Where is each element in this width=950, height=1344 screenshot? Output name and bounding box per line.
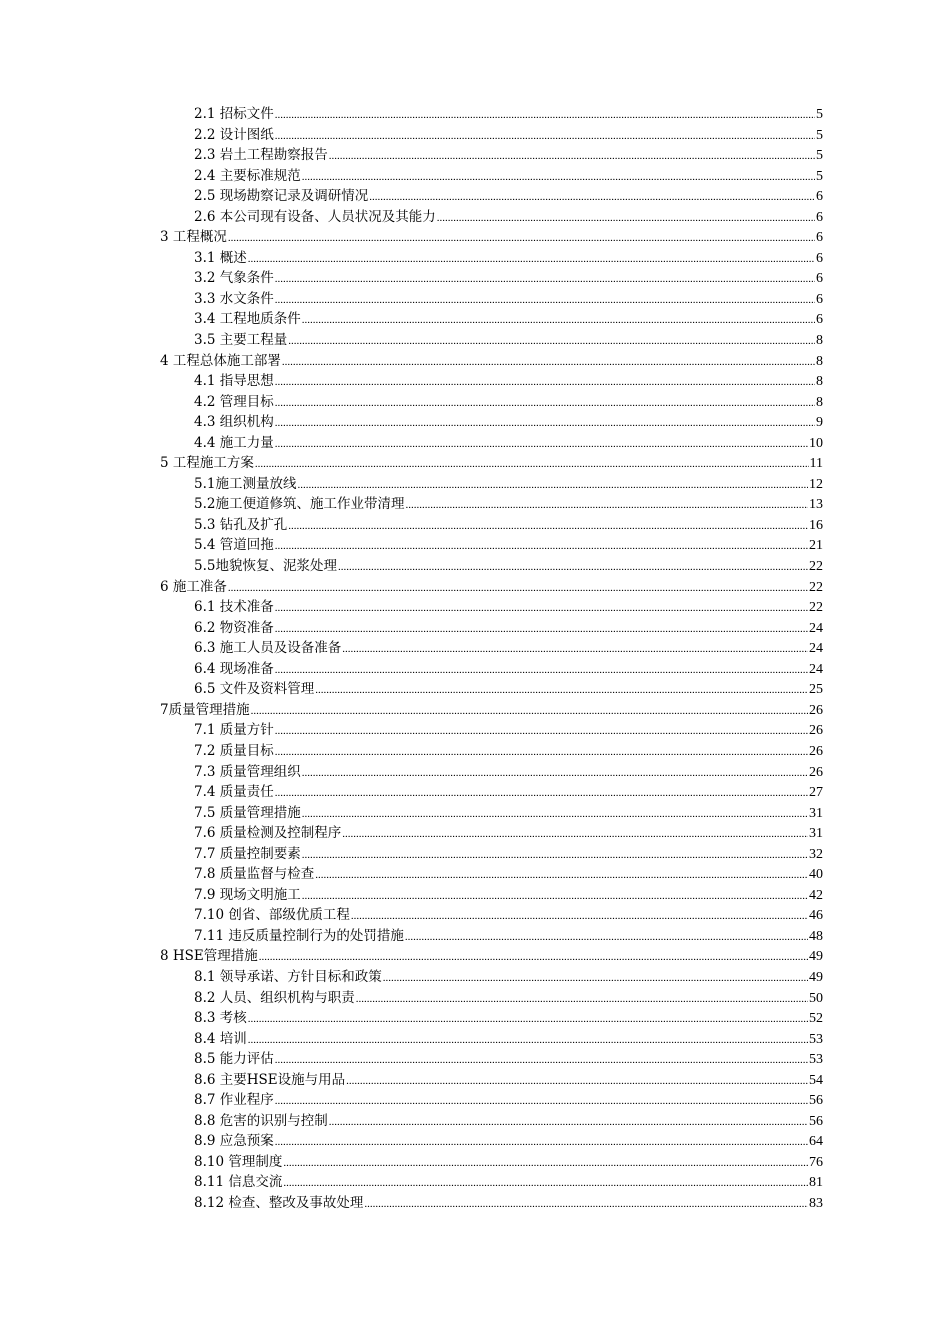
toc-entry-title[interactable]: 5.2施工便道修筑、施工作业带清理 <box>194 496 405 513</box>
toc-entry-page-number[interactable]: 24 <box>809 661 823 677</box>
toc-entry[interactable] <box>160 946 823 967</box>
toc-entry-page-number[interactable]: 76 <box>809 1154 823 1170</box>
toc-entry-title[interactable]: 5.5地貌恢复、泥浆处理 <box>194 558 337 575</box>
toc-entry-title[interactable]: 7.7 质量控制要素 <box>194 845 301 862</box>
toc-dot-leader <box>275 536 808 557</box>
toc-dot-leader <box>282 352 815 373</box>
toc-entry-page-number[interactable]: 16 <box>809 517 823 533</box>
toc-entry[interactable] <box>160 145 823 166</box>
toc-entry[interactable] <box>160 268 823 289</box>
toc-dot-leader <box>369 187 815 208</box>
toc-entry[interactable] <box>160 1008 823 1029</box>
toc-entry-title[interactable]: 8.4 培训 <box>194 1030 247 1047</box>
toc-entry[interactable] <box>160 453 823 474</box>
toc-entry[interactable] <box>160 248 823 269</box>
toc-entry[interactable] <box>160 1193 823 1214</box>
toc-entry-title[interactable]: 5.3 钻孔及扩孔 <box>194 516 288 533</box>
toc-entry-page-number[interactable]: 11 <box>809 456 823 472</box>
toc-entry-title[interactable]: 6.2 物资准备 <box>194 619 274 636</box>
toc-entry-page-number[interactable]: 31 <box>809 826 823 842</box>
toc-entry[interactable] <box>160 926 823 947</box>
toc-dot-leader <box>275 126 815 147</box>
toc-dot-leader <box>315 680 808 701</box>
toc-entry-title[interactable]: 8.7 作业程序 <box>194 1092 274 1109</box>
toc-dot-leader <box>283 1173 808 1194</box>
toc-entry[interactable] <box>160 1152 823 1173</box>
toc-entry-page-number[interactable]: 6 <box>816 291 823 307</box>
toc-dot-leader <box>288 331 815 352</box>
toc-entry-page-number[interactable]: 49 <box>809 949 823 965</box>
toc-dot-leader <box>275 742 808 763</box>
toc-entry[interactable] <box>160 720 823 741</box>
toc-entry-page-number[interactable]: 22 <box>809 600 823 616</box>
toc-entry-page-number[interactable]: 5 <box>816 168 823 184</box>
toc-dot-leader <box>275 1132 808 1153</box>
toc-dot-leader <box>329 146 815 167</box>
toc-entry[interactable] <box>160 392 823 413</box>
toc-entry-title[interactable]: 2.5 现场勘察记录及调研情况 <box>194 188 369 205</box>
toc-dot-leader <box>437 208 815 229</box>
toc-dot-leader <box>302 804 808 825</box>
toc-dot-leader <box>364 1194 808 1215</box>
toc-entry-page-number[interactable]: 25 <box>809 682 823 698</box>
toc-entry-page-number[interactable]: 42 <box>809 887 823 903</box>
toc-entry[interactable] <box>160 1172 823 1193</box>
toc-entry-title[interactable]: 6.5 文件及资料管理 <box>194 681 315 698</box>
toc-dot-leader <box>248 1009 808 1030</box>
toc-entry-page-number[interactable]: 53 <box>809 1031 823 1047</box>
toc-entry[interactable] <box>160 577 823 598</box>
toc-dot-leader <box>302 763 808 784</box>
toc-entry-page-number[interactable]: 21 <box>809 538 823 554</box>
toc-entry[interactable] <box>160 803 823 824</box>
toc-entry[interactable] <box>160 556 823 577</box>
toc-entry-page-number[interactable]: 24 <box>809 620 823 636</box>
toc-entry-title[interactable]: 7.8 质量监督与检查 <box>194 866 315 883</box>
toc-entry-page-number[interactable]: 6 <box>816 312 823 328</box>
toc-entry-page-number[interactable]: 31 <box>809 805 823 821</box>
toc-entry[interactable] <box>160 227 823 248</box>
toc-entry-page-number[interactable]: 22 <box>809 559 823 575</box>
toc-entry[interactable] <box>160 186 823 207</box>
toc-entry[interactable] <box>160 1090 823 1111</box>
toc-entry-title[interactable]: 8.3 考核 <box>194 1010 247 1027</box>
toc-dot-leader <box>302 886 808 907</box>
toc-entry[interactable] <box>160 494 823 515</box>
toc-entry[interactable] <box>160 1049 823 1070</box>
toc-dot-leader <box>356 989 808 1010</box>
toc-entry-title[interactable]: 7.11 违反质量控制行为的处罚措施 <box>194 927 404 944</box>
toc-entry[interactable] <box>160 104 823 125</box>
toc-entry-title[interactable]: 6.4 现场准备 <box>194 660 274 677</box>
toc-entry-page-number[interactable]: 26 <box>809 702 823 718</box>
toc-entry-title[interactable]: 7.6 质量检测及控制程序 <box>194 825 342 842</box>
toc-entry-title[interactable]: 8.5 能力评估 <box>194 1051 274 1068</box>
toc-entry[interactable] <box>160 289 823 310</box>
toc-entry-title[interactable]: 3.3 水文条件 <box>194 290 274 307</box>
toc-entry-page-number[interactable]: 8 <box>816 394 823 410</box>
toc-dot-leader <box>275 598 808 619</box>
toc-entry-title[interactable]: 7.1 质量方针 <box>194 722 274 739</box>
toc-entry[interactable] <box>160 618 823 639</box>
toc-entry-page-number[interactable]: 49 <box>809 969 823 985</box>
toc-entry-page-number[interactable]: 83 <box>809 1195 823 1211</box>
toc-entry[interactable] <box>160 659 823 680</box>
toc-entry-title[interactable]: 3 工程概况 <box>160 229 227 246</box>
toc-dot-leader <box>275 783 808 804</box>
toc-entry-page-number[interactable]: 50 <box>809 990 823 1006</box>
toc-entry[interactable] <box>160 844 823 865</box>
toc-entry-title[interactable]: 2.2 设计图纸 <box>194 126 274 143</box>
toc-entry-title[interactable]: 3.1 概述 <box>194 249 247 266</box>
toc-entry[interactable] <box>160 207 823 228</box>
toc-entry-page-number[interactable]: 26 <box>809 743 823 759</box>
toc-entry[interactable] <box>160 782 823 803</box>
toc-dot-leader <box>248 249 815 270</box>
toc-entry-page-number[interactable]: 26 <box>809 723 823 739</box>
toc-entry-page-number[interactable]: 48 <box>809 928 823 944</box>
toc-entry[interactable] <box>160 309 823 330</box>
toc-entry-page-number[interactable]: 5 <box>816 127 823 143</box>
toc-dot-leader <box>342 824 808 845</box>
toc-entry[interactable] <box>160 823 823 844</box>
toc-entry[interactable] <box>160 1029 823 1050</box>
toc-entry[interactable] <box>160 433 823 454</box>
toc-dot-leader <box>275 105 815 126</box>
toc-entry-title[interactable]: 8.12 检查、整改及事故处理 <box>194 1194 364 1211</box>
toc-dot-leader <box>302 167 815 188</box>
toc-entry-page-number[interactable]: 6 <box>816 271 823 287</box>
toc-dot-leader <box>275 1050 808 1071</box>
toc-entry-title[interactable]: 2.6 本公司现有设备、人员状况及其能力 <box>194 208 436 225</box>
toc-entry[interactable] <box>160 515 823 536</box>
toc-entry-title[interactable]: 6.3 施工人员及设备准备 <box>194 640 342 657</box>
toc-dot-leader <box>346 1071 808 1092</box>
toc-entry-title[interactable]: 8.2 人员、组织机构与职责 <box>194 989 355 1006</box>
toc-entry-page-number[interactable]: 12 <box>809 476 823 492</box>
toc-dot-leader <box>338 557 808 578</box>
toc-entry-page-number[interactable]: 9 <box>816 415 823 431</box>
toc-entry-title[interactable]: 5.1施工测量放线 <box>194 475 297 492</box>
toc-entry[interactable] <box>160 166 823 187</box>
toc-entry-title[interactable]: 7.10 创省、部级优质工程 <box>194 907 350 924</box>
toc-entry[interactable] <box>160 762 823 783</box>
toc-dot-leader <box>329 1112 808 1133</box>
toc-entry-page-number[interactable]: 32 <box>809 846 823 862</box>
toc-entry-title[interactable]: 7.9 现场文明施工 <box>194 886 301 903</box>
toc-entry[interactable] <box>160 597 823 618</box>
toc-entry[interactable] <box>160 700 823 721</box>
toc-dot-leader <box>288 516 808 537</box>
toc-entry-title[interactable]: 7.4 质量责任 <box>194 784 274 801</box>
toc-entry-title[interactable]: 4.3 组织机构 <box>194 414 274 431</box>
toc-entry[interactable] <box>160 638 823 659</box>
toc-entry-page-number[interactable]: 6 <box>816 189 823 205</box>
toc-entry[interactable] <box>160 535 823 556</box>
toc-dot-leader <box>275 1091 808 1112</box>
toc-entry-page-number[interactable]: 6 <box>816 209 823 225</box>
toc-entry-page-number[interactable]: 6 <box>816 250 823 266</box>
toc-entry-title[interactable]: 2.3 岩土工程勘察报告 <box>194 147 328 164</box>
toc-entry-page-number[interactable]: 81 <box>809 1175 823 1191</box>
toc-entry-title[interactable]: 2.1 招标文件 <box>194 106 274 122</box>
toc-entry[interactable] <box>160 988 823 1009</box>
toc-dot-leader <box>228 578 808 599</box>
toc-dot-leader <box>283 1153 808 1174</box>
toc-entry[interactable] <box>160 864 823 885</box>
toc-dot-leader <box>228 228 815 249</box>
toc-dot-leader <box>351 906 808 927</box>
toc-dot-leader <box>275 290 815 311</box>
toc-dot-leader <box>275 434 808 455</box>
toc-dot-leader <box>297 475 808 496</box>
toc-entry-title[interactable]: 8.6 主要HSE设施与用品 <box>194 1071 346 1088</box>
toc-entry-title[interactable]: 6.1 技术准备 <box>194 599 274 616</box>
toc-entry-page-number[interactable]: 5 <box>816 148 823 164</box>
toc-dot-leader <box>259 947 808 968</box>
toc-entry[interactable] <box>160 741 823 762</box>
toc-dot-leader <box>342 639 808 660</box>
toc-entry[interactable] <box>160 967 823 988</box>
toc-entry-title[interactable]: 4.2 管理目标 <box>194 393 274 410</box>
toc-entry-page-number[interactable]: 40 <box>809 867 823 883</box>
toc-dot-leader <box>405 495 808 516</box>
toc-dot-leader <box>302 310 815 331</box>
toc-entry-page-number[interactable]: 26 <box>809 764 823 780</box>
toc-dot-leader <box>383 968 808 989</box>
toc-entry-title[interactable]: 4 工程总体施工部署 <box>160 352 281 369</box>
toc-entry-page-number[interactable]: 6 <box>816 230 823 246</box>
toc-entry-title[interactable]: 3.4 工程地质条件 <box>194 311 301 328</box>
toc-entry[interactable] <box>160 474 823 495</box>
toc-entry[interactable] <box>160 1070 823 1091</box>
toc-entry-title[interactable]: 8 HSE管理措施 <box>160 948 258 965</box>
toc-entry-title[interactable]: 4.1 指导思想 <box>194 373 274 390</box>
toc-entry[interactable] <box>160 679 823 700</box>
toc-entry-title[interactable]: 2.4 主要标准规范 <box>194 167 301 184</box>
toc-entry-title[interactable]: 6 施工准备 <box>160 578 227 595</box>
toc-entry-title[interactable]: 8.11 信息交流 <box>194 1174 283 1191</box>
toc-entry-page-number[interactable]: 54 <box>809 1072 823 1088</box>
toc-entry-page-number[interactable]: 64 <box>809 1134 823 1150</box>
toc-entry-page-number[interactable]: 13 <box>809 497 823 513</box>
toc-entry[interactable] <box>160 885 823 906</box>
toc-entry-title[interactable]: 5.4 管道回拖 <box>194 537 274 554</box>
toc-entry-title[interactable]: 5 工程施工方案 <box>160 455 254 472</box>
toc-entry-title[interactable]: 7.5 质量管理措施 <box>194 804 301 821</box>
toc-entry-page-number[interactable]: 24 <box>809 641 823 657</box>
toc-dot-leader <box>315 865 808 886</box>
toc-entry[interactable] <box>160 905 823 926</box>
toc-dot-leader <box>275 269 815 290</box>
toc-entry-title[interactable]: 4.4 施工力量 <box>194 434 274 451</box>
toc-entry-page-number[interactable]: 5 <box>816 107 823 122</box>
toc-entry-page-number[interactable]: 53 <box>809 1052 823 1068</box>
toc-entry[interactable] <box>160 1131 823 1152</box>
toc-entry-title[interactable]: 7.2 质量目标 <box>194 742 274 759</box>
toc-dot-leader <box>275 393 815 414</box>
toc-entry-page-number[interactable]: 52 <box>809 1011 823 1027</box>
table-of-contents <box>160 104 823 1214</box>
toc-dot-leader <box>275 372 815 393</box>
toc-entry-title[interactable]: 7.3 质量管理组织 <box>194 763 301 780</box>
toc-dot-leader <box>248 1030 808 1051</box>
toc-entry[interactable] <box>160 371 823 392</box>
toc-dot-leader <box>302 845 808 866</box>
toc-entry-title[interactable]: 8.8 危害的识别与控制 <box>194 1112 328 1129</box>
toc-entry[interactable] <box>160 330 823 351</box>
toc-entry[interactable] <box>160 1111 823 1132</box>
toc-entry-title[interactable]: 3.5 主要工程量 <box>194 332 288 349</box>
toc-entry-title[interactable]: 7质量管理措施 <box>160 701 250 718</box>
toc-dot-leader <box>275 413 815 434</box>
toc-dot-leader <box>275 721 808 742</box>
toc-dot-leader <box>255 454 809 475</box>
toc-entry[interactable] <box>160 412 823 433</box>
toc-entry-page-number[interactable]: 22 <box>809 579 823 595</box>
toc-entry-page-number[interactable]: 56 <box>809 1093 823 1109</box>
toc-entry-title[interactable]: 8.1 领导承诺、方针目标和政策 <box>194 968 382 985</box>
toc-entry-page-number[interactable]: 10 <box>809 435 823 451</box>
toc-entry-page-number[interactable]: 8 <box>816 374 823 390</box>
toc-entry-page-number[interactable]: 8 <box>816 333 823 349</box>
toc-dot-leader <box>405 927 808 948</box>
toc-entry-page-number[interactable]: 8 <box>816 353 823 369</box>
toc-entry-page-number[interactable]: 56 <box>809 1113 823 1129</box>
toc-entry[interactable] <box>160 351 823 372</box>
toc-entry-title[interactable]: 8.10 管理制度 <box>194 1153 283 1170</box>
toc-entry-page-number[interactable]: 46 <box>809 908 823 924</box>
toc-dot-leader <box>275 619 808 640</box>
toc-dot-leader <box>275 660 808 681</box>
toc-entry-page-number[interactable]: 27 <box>809 785 823 801</box>
toc-entry-title[interactable]: 3.2 气象条件 <box>194 270 274 287</box>
toc-entry-title[interactable]: 8.9 应急预案 <box>194 1133 274 1150</box>
toc-entry[interactable] <box>160 125 823 146</box>
toc-dot-leader <box>251 701 808 722</box>
